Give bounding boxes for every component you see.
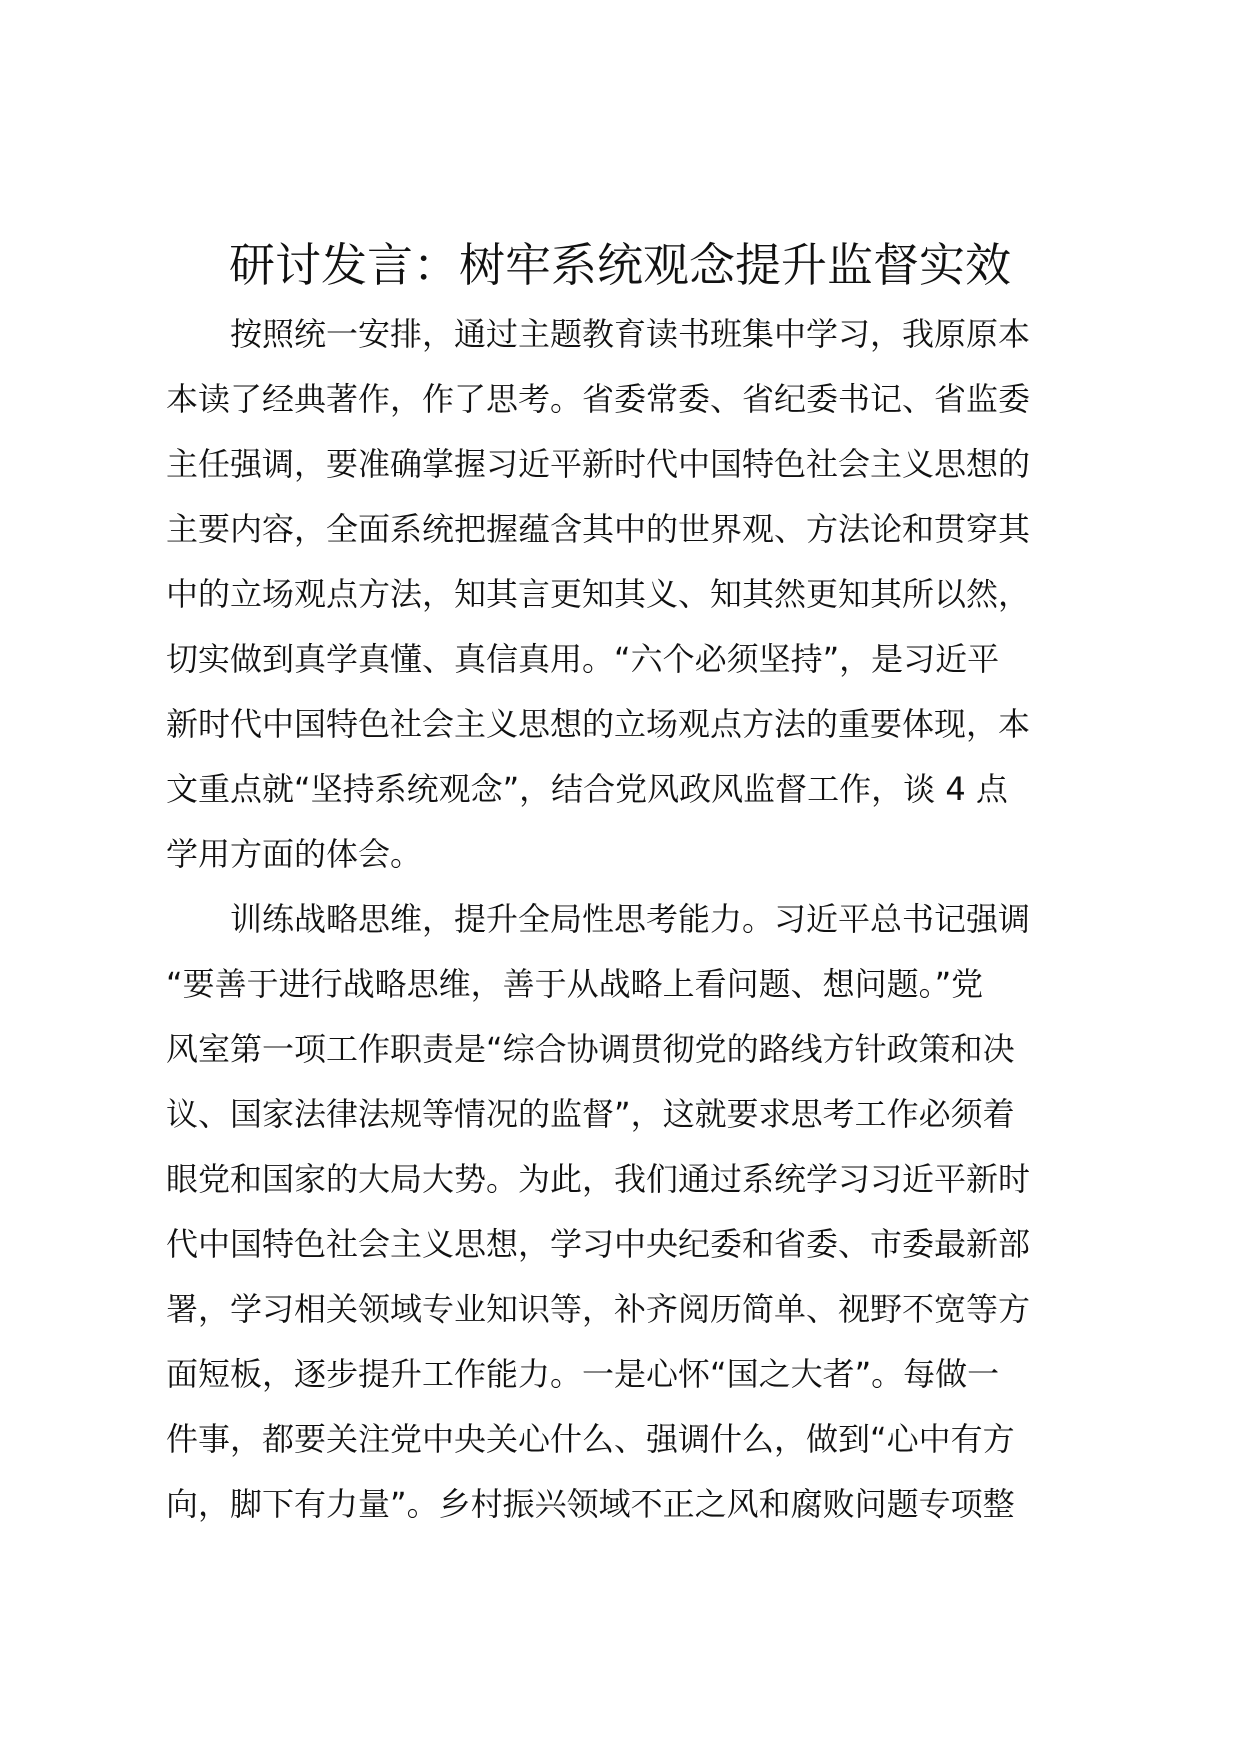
- body-line: 主要内容，全面系统把握蕴含其中的世界观、方法论和贯穿其: [166, 510, 1031, 548]
- body-line: 向，脚下有力量”。乡村振兴领域不正之风和腐败问题专项整: [166, 1485, 1015, 1523]
- body-line: 本读了经典著作，作了思考。省委常委、省纪委书记、省监委: [166, 380, 1031, 418]
- body-line: 学用方面的体会。: [166, 835, 423, 873]
- body-line: 署，学习相关领域专业知识等，补齐阅历简单、视野不宽等方: [166, 1290, 1031, 1328]
- body-line: 件事，都要关注党中央关心什么、强调什么，做到“心中有方: [166, 1420, 1015, 1458]
- body-line: 按照统一安排，通过主题教育读书班集中学习，我原原本: [166, 315, 1031, 353]
- body-line: 眼党和国家的大局大势。为此，我们通过系统学习习近平新时: [166, 1160, 1031, 1198]
- body-line: 训练战略思维，提升全局性思考能力。习近平总书记强调: [166, 900, 1031, 938]
- body-line: 新时代中国特色社会主义思想的立场观点方法的重要体现，本: [166, 705, 1031, 743]
- document-title: 研讨发言：树牢系统观念提升监督实效: [229, 238, 1011, 292]
- body-line: 议、国家法律法规等情况的监督”，这就要求思考工作必须着: [166, 1095, 1015, 1133]
- body-line: 代中国特色社会主义思想，学习中央纪委和省委、市委最新部: [166, 1225, 1031, 1263]
- body-line: 切实做到真学真懂、真信真用。“六个必须坚持”，是习近平: [166, 640, 1000, 678]
- document-body: [166, 302, 1086, 1537]
- body-line: 中的立场观点方法，知其言更知其义、知其然更知其所以然，: [166, 575, 1031, 613]
- body-line: 主任强调，要准确掌握习近平新时代中国特色社会主义思想的: [166, 445, 1031, 483]
- body-line: “要善于进行战略思维，善于从战略上看问题、想问题。”党: [166, 965, 984, 1003]
- body-line: 文重点就“坚持系统观念”，结合党风政风监督工作，谈 4 点: [166, 770, 1008, 808]
- body-line: 面短板，逐步提升工作能力。一是心怀“国之大者”。每做一: [166, 1355, 1000, 1393]
- body-line: 风室第一项工作职责是“综合协调贯彻党的路线方针政策和决: [166, 1030, 1015, 1068]
